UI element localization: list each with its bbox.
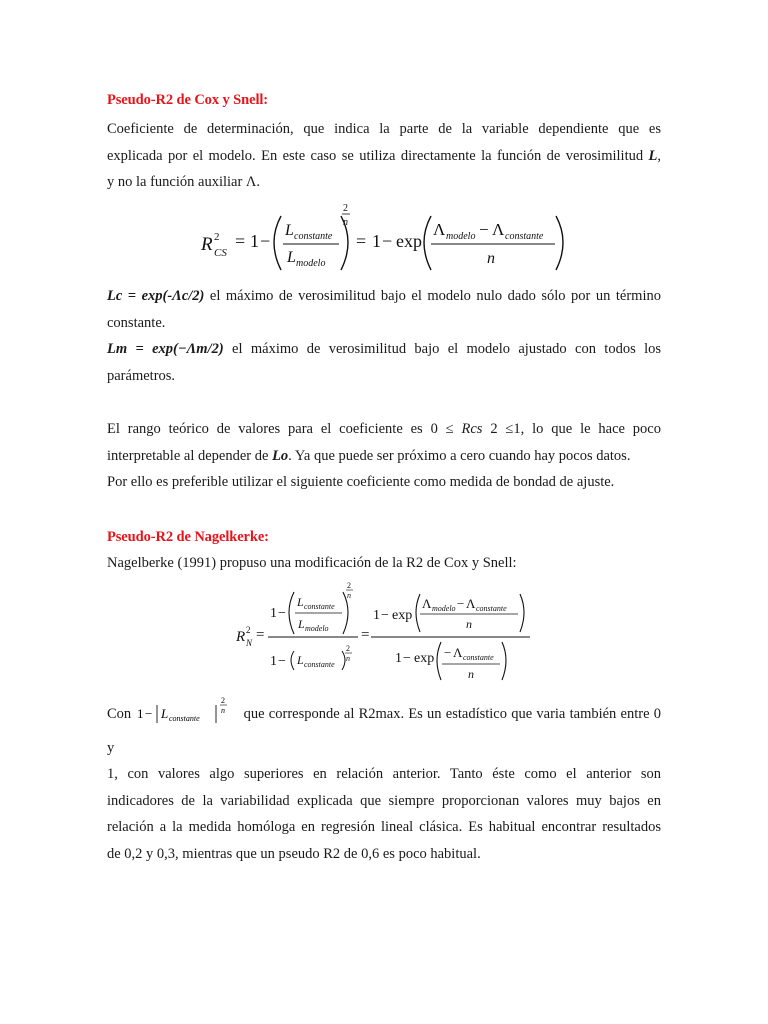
intro-line-2-text: explicada por el modelo. En este caso se utiliza directamente la función de verosimilitud [107, 147, 649, 164]
con-word: Con [107, 706, 136, 722]
f2-lambda-constante1: constante [476, 604, 507, 613]
f1-lambda-modelo: modelo [446, 231, 476, 242]
f1-exp-num: 2 [343, 203, 348, 214]
formula-cox-snell [195, 200, 575, 285]
f2-lambda-modelo: modelo [432, 604, 456, 613]
paragraph-definitions [107, 283, 661, 389]
f2-minus1: − [278, 606, 286, 621]
inline-constante: constante [169, 714, 201, 723]
nagel-intro-line: Nagelberke (1991) propuso una modificación de la R2 de Cox y Snell: [107, 555, 517, 571]
lc-line-1 [107, 283, 661, 310]
f1-lambda-constante: constante [505, 231, 544, 242]
range-line-2 [107, 443, 661, 470]
f2-minus5: − [403, 651, 411, 666]
f2-one4: 1 [395, 651, 402, 666]
f1-L-num: L [285, 222, 294, 239]
f2-constante2: constante [304, 660, 335, 669]
intro-line-2-comma: , [657, 147, 661, 164]
f2-n2: n [468, 667, 474, 681]
f2-modelo1: modelo [305, 624, 329, 633]
lm-line-2: parámetros. [107, 367, 176, 384]
f1-n: n [487, 250, 495, 267]
f1-exp: exp [396, 231, 422, 251]
f1-one1: 1 [250, 231, 259, 251]
con-line-4: relación a la medida homóloga en regresión lineal clásica. Es habitual encontrar resultados [107, 819, 661, 835]
f2-minus2: − [278, 654, 286, 669]
paragraph-con [107, 695, 661, 867]
f2-one3: 1 [373, 608, 380, 623]
heading-cox-snell: Pseudo-R2 de Cox y Snell: [107, 92, 269, 108]
range-line-3: Por ello es preferible utilizar el siguiente coeficiente como medida de bondad de ajuste. [107, 474, 615, 490]
range-text-1: El rango teórico de valores para el coeficiente es 0 ≤ [107, 421, 462, 437]
lc-text: el máximo de verosimilitud bajo el modelo nulo dado sólo por un término [204, 288, 661, 304]
f2-lambda2: Λ [466, 596, 476, 611]
range-lo: Lo [272, 447, 289, 464]
paragraph-cox-snell-intro [107, 116, 661, 196]
f2-exp-num1: 2 [347, 581, 351, 590]
f2-exp-num2: 2 [346, 644, 350, 653]
f2-one1: 1 [270, 606, 277, 621]
f2-R: R [236, 629, 246, 645]
f2-minus4: − [457, 596, 465, 611]
intro-line-2 [107, 143, 661, 170]
f1-sub-constante: constante [294, 231, 333, 242]
symbol-L: L [648, 147, 658, 164]
f1-lambda1: Λ [433, 220, 446, 239]
f2-minus3: − [381, 608, 389, 623]
inline-formula-r2max [135, 695, 239, 735]
lm-formula: Lm = exp(−Λm/2) [107, 341, 224, 357]
range-text-4: . Ya que puede ser próximo a cero cuando hay pocos datos. [288, 447, 631, 464]
lc-line-2: constante. [107, 314, 166, 331]
inline-one: 1 [137, 706, 144, 721]
f1-sub-modelo: modelo [296, 258, 326, 269]
intro-line-1: Coeficiente de determinación, que indica la parte de la variable dependiente que es [107, 121, 661, 137]
f1-minus1: − [260, 231, 271, 251]
f1-lambda2: Λ [492, 220, 505, 239]
inline-minus: − [145, 706, 153, 721]
intro-line-3: y no la función auxiliar Λ. [107, 174, 261, 190]
f2-L1: L [297, 595, 304, 609]
f2-eq1: = [256, 627, 265, 643]
f1-one2: 1 [372, 231, 381, 251]
con-line-1 [107, 695, 661, 761]
inline-L: L [161, 706, 169, 721]
f1-R: R [201, 234, 213, 255]
paragraph-nagelkerke-intro [107, 550, 661, 577]
paragraph-range [107, 416, 661, 496]
f2-exp2: exp [414, 651, 435, 666]
f1-eq1: = [235, 231, 246, 251]
inline-exp-num: 2 [221, 696, 226, 705]
heading-nagelkerke: Pseudo-R2 de Nagelkerke: [107, 529, 269, 545]
f2-one2: 1 [270, 654, 277, 669]
f2-eq2: = [361, 627, 370, 643]
con-text-1: que corresponde al R2max. Es un estadístico que varia también entre 0 y [107, 706, 662, 756]
f1-L-den: L [287, 249, 296, 266]
inline-exp-den: n [221, 706, 226, 715]
f2-R-sub: N [246, 638, 253, 648]
range-text-2: 2 ≤1, lo que le hace poco [482, 421, 661, 437]
f2-n1: n [466, 617, 472, 631]
con-line-3: indicadores de la variabilidad explicada que siempre proporcionan valores muy bajos en [107, 792, 661, 809]
f2-minus6: − [444, 645, 452, 660]
formula-nagelkerke [232, 580, 542, 695]
f2-L3: L [297, 653, 304, 667]
f2-lambda3: Λ [453, 645, 463, 660]
f1-exp-den: n [343, 217, 348, 228]
lc-formula: Lc = exp(-Λc/2) [107, 288, 205, 304]
f2-R-sup: 2 [246, 625, 251, 635]
f1-minus3: − [479, 220, 489, 239]
f1-R-sub: CS [214, 247, 227, 259]
con-line-5: de 0,2 y 0,3, mientras que un pseudo R2 de 0,6 es poco habitual. [107, 845, 481, 862]
lm-text: el máximo de verosimilitud bajo el modelo ajustado con todos los [223, 341, 661, 357]
f2-exp-den1: n [347, 591, 351, 600]
f2-constante1: constante [304, 602, 335, 611]
f1-eq2: = [356, 231, 367, 251]
f2-exp1: exp [392, 608, 413, 623]
range-line-1 [107, 416, 661, 443]
f2-exp-den2: n [346, 654, 350, 663]
con-line-2: 1, con valores algo superiores en relación anterior. Tanto éste como el anterior son [107, 766, 661, 782]
f2-lambda-constante2: constante [463, 653, 494, 662]
range-rcs: Rcs [461, 421, 483, 437]
f2-lambda1: Λ [422, 596, 432, 611]
f1-minus2: − [382, 231, 393, 251]
lm-line-1 [107, 336, 661, 363]
range-text-3: interpretable al depender de [107, 447, 273, 464]
f2-L2: L [298, 617, 305, 631]
f1-R-sup: 2 [214, 231, 220, 243]
